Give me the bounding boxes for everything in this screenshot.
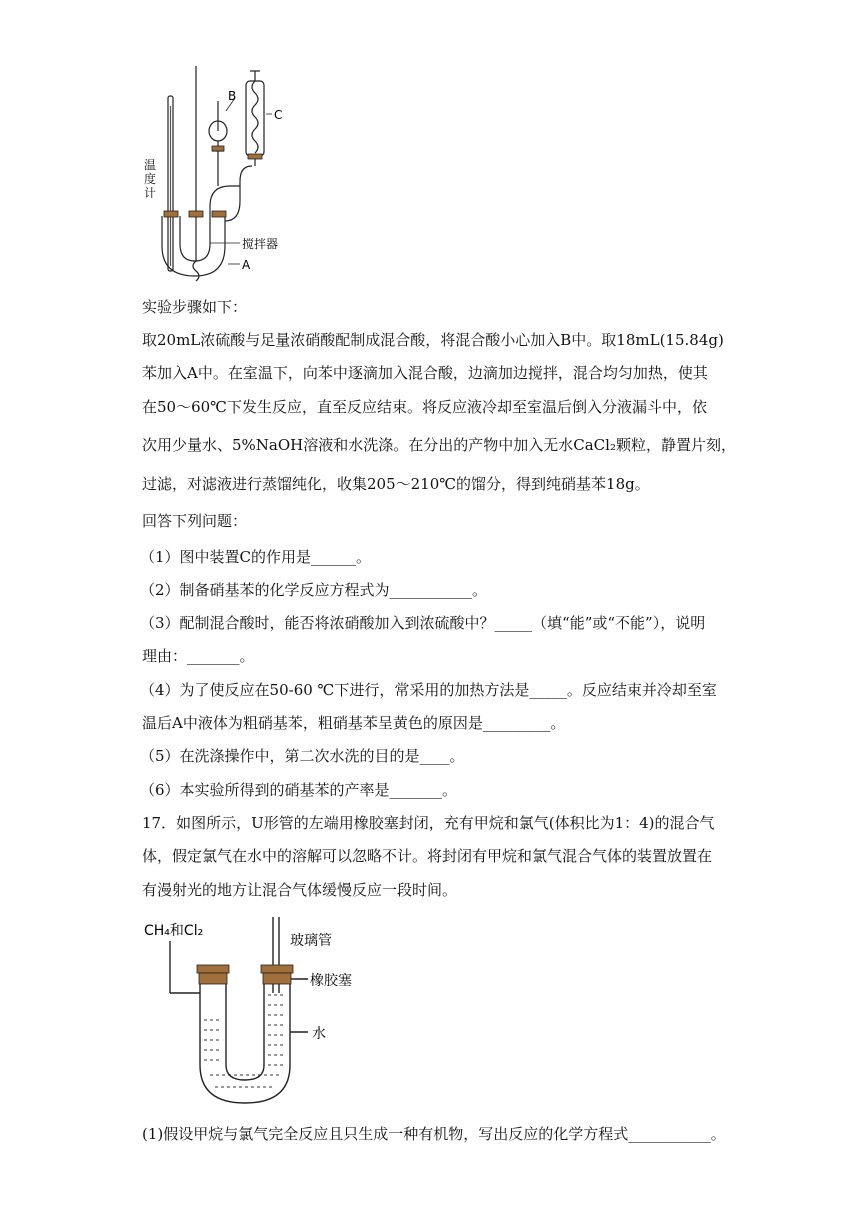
step-line-2: 苯加入A中。在室温下，向苯中逐滴加入混合酸，边滴加边搅拌，混合均匀加热，使其 — [142, 364, 708, 382]
question-2: （2）制备硝基苯的化学反应方程式为___________。 — [140, 581, 488, 599]
label-c: C — [274, 108, 283, 122]
intro-text: 实验步骤如下： — [142, 298, 248, 316]
step-line-1: 取20mL浓硫酸与足量浓硝酸配制成混合酸，将混合酸小心加入B中。取18mL(15.84g) — [142, 331, 724, 349]
label-thermometer: 温度计 — [144, 158, 157, 200]
left-stopper-top — [197, 965, 229, 973]
right-stopper-top — [261, 965, 293, 973]
label-water: 水 — [312, 1026, 326, 1042]
problem17-line-2: 体，假定氯气在水中的溶解可以忽略不计。将封闭有甲烷和氯气混合气体的装置放置在 — [142, 847, 713, 865]
label-a: A — [242, 258, 251, 272]
sub-question-1: (1)假设甲烷与氯气完全反应且只生成一种有机物，写出反应的化学方程式___________。 — [142, 1125, 726, 1143]
label-stirrer: 搅拌器 — [242, 237, 279, 251]
question-1: （1）图中装置C的作用是______。 — [140, 548, 372, 566]
question-5: （5）在洗涤操作中，第二次水洗的目的是____。 — [140, 747, 465, 765]
right-stopper — [263, 973, 291, 984]
u-tube-inner — [226, 975, 264, 1080]
question-4: （4）为了使反应在50-60 ℃下进行，常采用的加热方法是_____。反应结束并冷却至室 — [140, 681, 717, 699]
label-gas: CH₄和Cl₂ — [144, 923, 204, 939]
problem17-line-3: 有漫射光的地方让混合气体缓慢反应一段时间。 — [142, 881, 458, 899]
u-tube-figure — [140, 915, 380, 1115]
step-line-4: 次用少量水、5%NaOH溶液和水洗涤。在分出的产物中加入无水CaCl₂颗粒，静置片刻， — [142, 436, 736, 454]
question-6: （6）本实验所得到的硝基苯的产率是_______。 — [140, 781, 458, 799]
problem17-line-1: 17．如图所示，U形管的左端用橡胶塞封闭，充有甲烷和氯气(体积比为1：4)的混合气 — [142, 814, 715, 832]
step-line-3: 在50～60℃下发生反应，直至反应结束。将反应液冷却至室温后倒入分液漏斗中，依 — [142, 398, 707, 416]
label-stopper: 橡胶塞 — [310, 973, 352, 989]
apparatus-figure — [140, 66, 300, 286]
step-line-5: 过滤，对滤液进行蒸馏纯化，收集205～210℃的馏分，得到纯硝基苯18g。 — [142, 475, 650, 493]
answer-intro: 回答下列问题： — [142, 512, 248, 530]
label-b: B — [228, 89, 237, 103]
question-4-cont: 温后A中液体为粗硝基苯，粗硝基苯呈黄色的原因是_________。 — [142, 714, 566, 732]
question-3: （3）配制混合酸时，能否将浓硝酸加入到浓硫酸中？_____（填“能”或“不能”），说明 — [140, 614, 706, 632]
label-glass-tube: 玻璃管 — [290, 933, 332, 949]
left-stopper — [199, 973, 227, 984]
question-3-cont: 理由：_______。 — [142, 647, 255, 665]
stirrer-blade — [193, 261, 199, 281]
